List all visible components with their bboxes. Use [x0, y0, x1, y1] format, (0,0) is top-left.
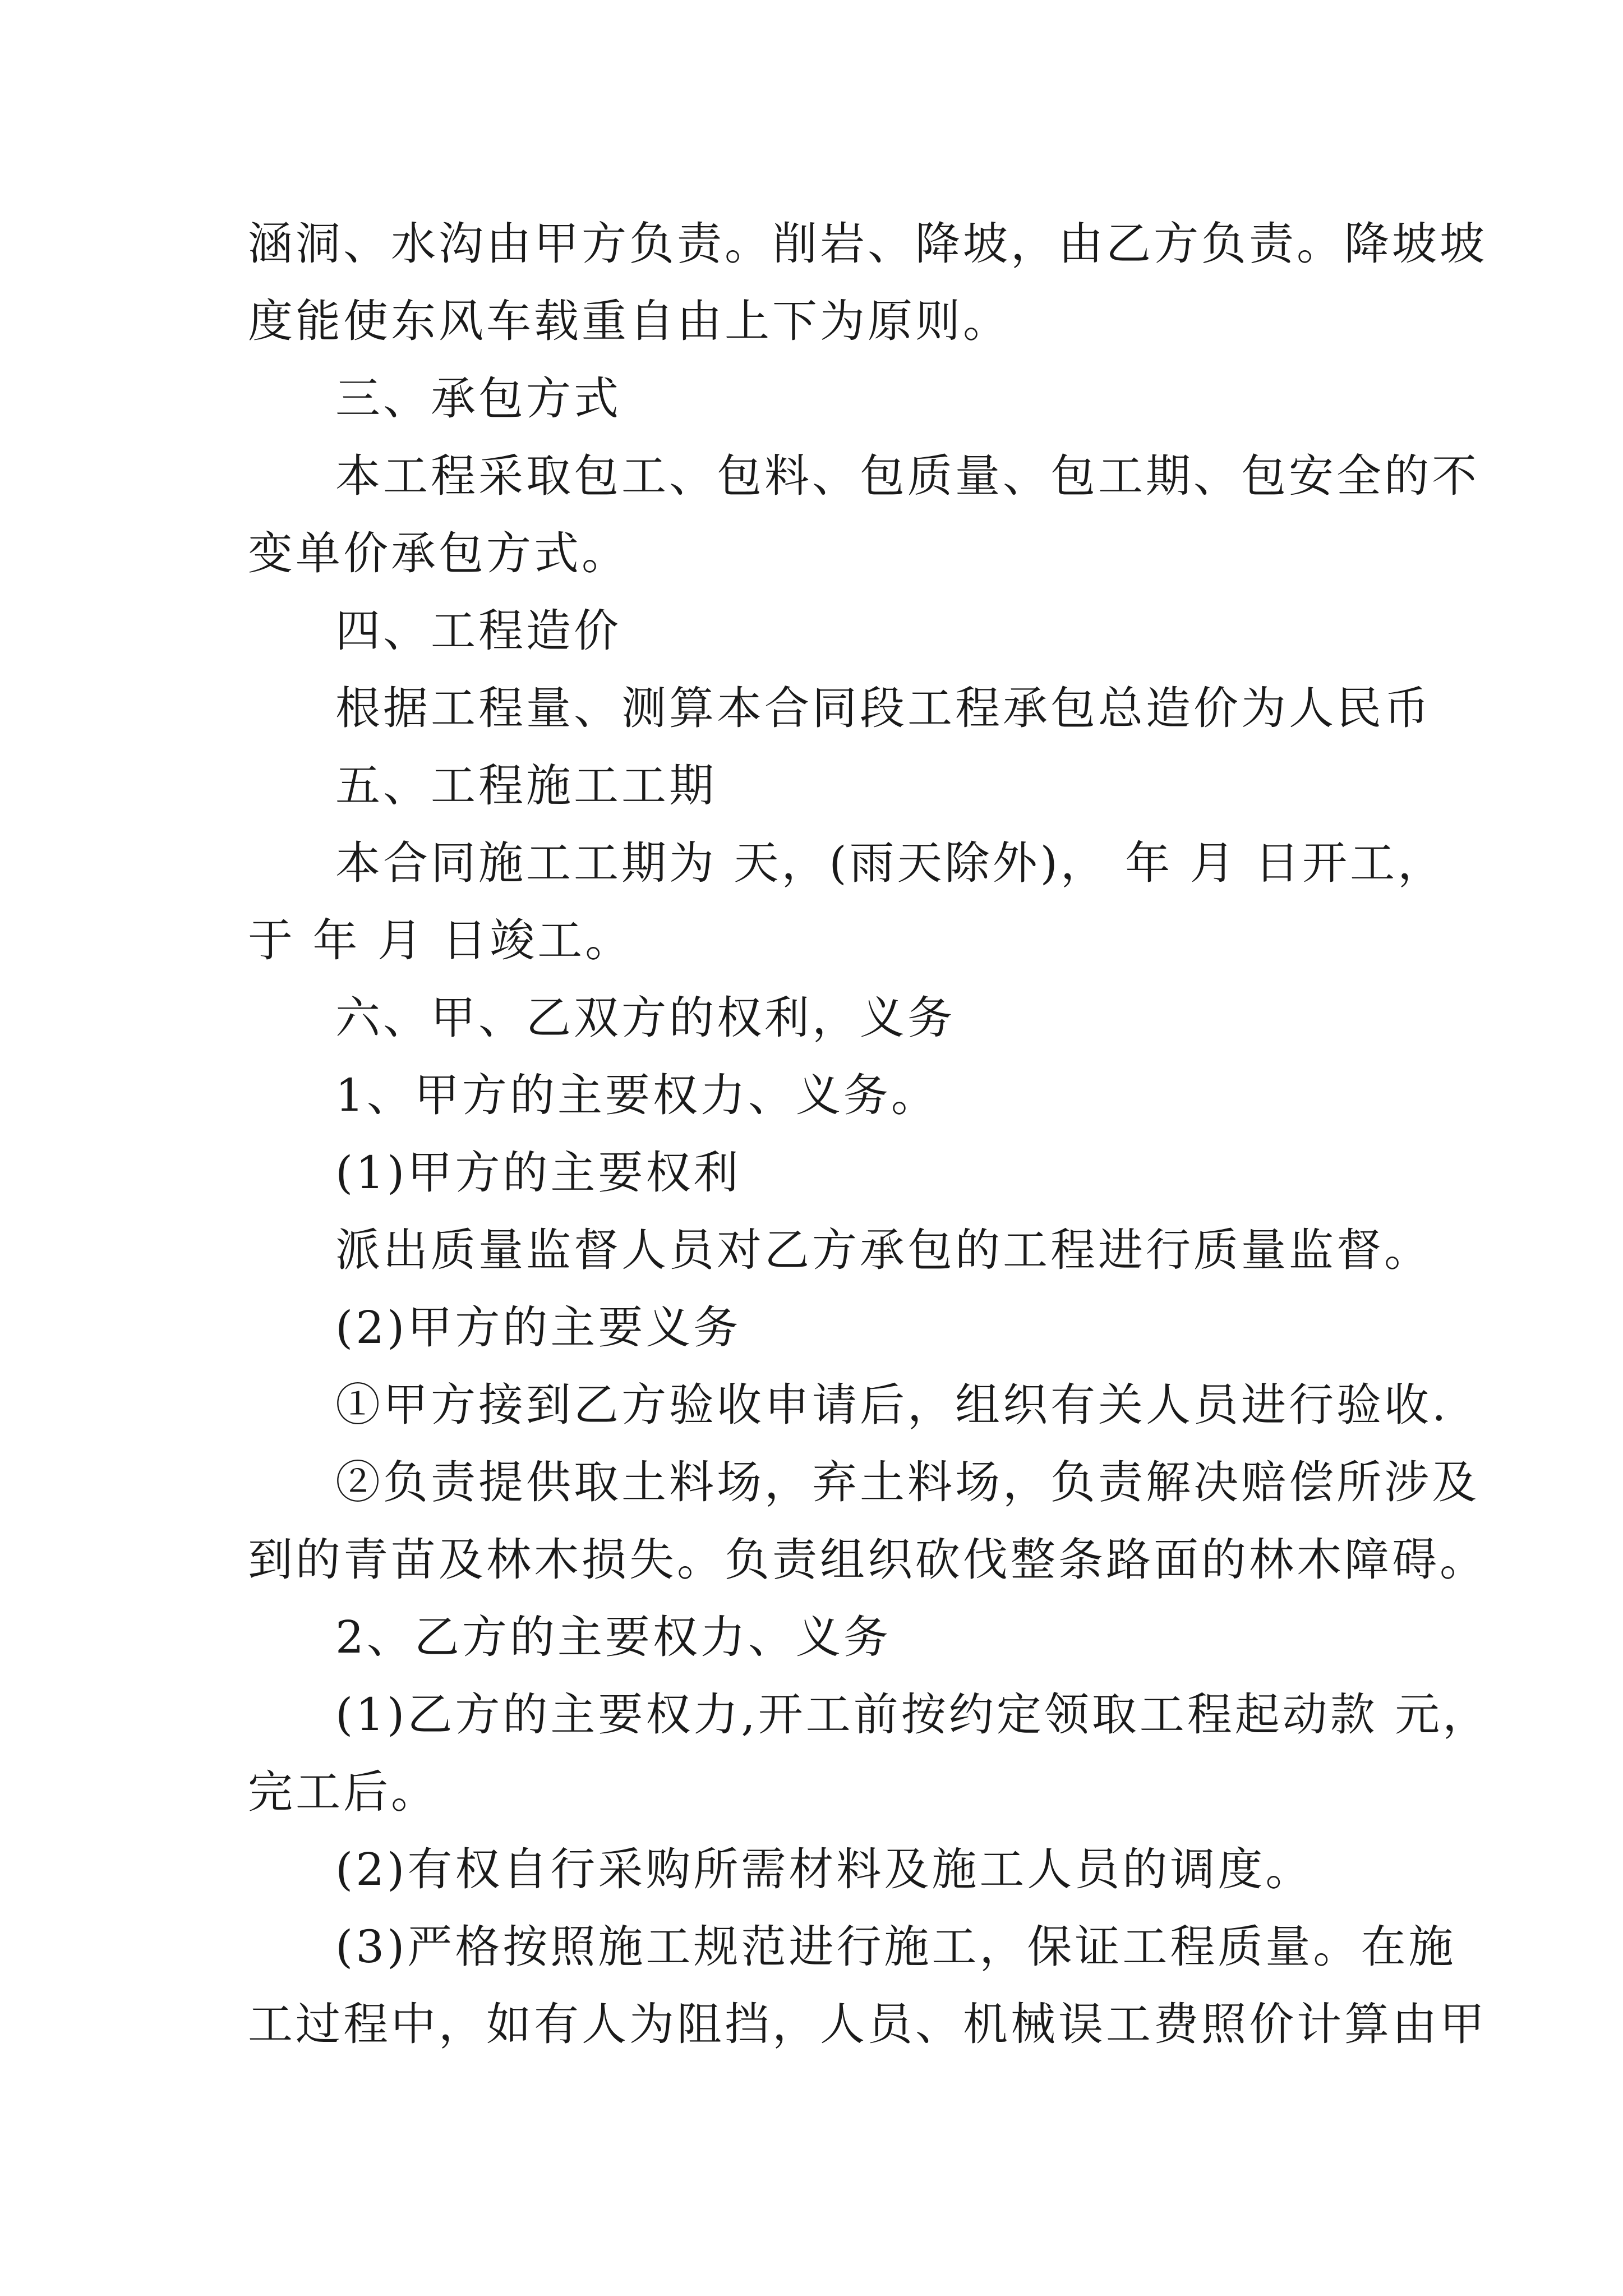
text-line: 变单价承包方式。 [248, 527, 629, 579]
subsection-heading: 2、乙方的主要权力、义务 [335, 1611, 891, 1663]
text-line: 本工程采取包工、包料、包质量、包工期、包安全的不 [335, 450, 1479, 502]
subsection-heading: (1)甲方的主要权利 [335, 1147, 741, 1199]
text-line: 到的青苗及林木损失。负责组织砍伐整条路面的林木障碍。 [248, 1534, 1487, 1586]
text-line: ①甲方接到乙方验收申请后，组织有关人员进行验收. [335, 1379, 1449, 1431]
text-line: (1)乙方的主要权力,开工前按约定领取工程起动款 元， [335, 1688, 1491, 1741]
text-line: 度能使东风车载重自由上下为原则。 [248, 295, 1011, 347]
text-line: 工过程中，如有人为阻挡，人员、机械误工费照价计算由甲 [248, 1998, 1487, 2050]
text-line: (3)严格按照施工规范进行施工，保证工程质量。在施 [335, 1921, 1456, 1973]
section-heading: 六、甲、乙双方的权利，义务 [335, 992, 955, 1044]
text-line: 完工后。 [248, 1766, 439, 1818]
section-heading: 三、承包方式 [335, 372, 621, 425]
text-line: ②负责提供取土料场，弃土料场，负责解决赔偿所涉及 [335, 1456, 1479, 1508]
text-line: 涵洞、水沟由甲方负责。削岩、降坡，由乙方负责。降坡坡 [248, 218, 1487, 270]
section-heading: 四、工程造价 [335, 605, 621, 657]
text-line: (2)有权自行采购所需材料及施工人员的调度。 [335, 1843, 1313, 1895]
text-line: 根据工程量、测算本合同段工程承包总造价为人民币 [335, 682, 1432, 734]
text-line: 于 年 月 日竣工。 [248, 914, 633, 967]
text-line: 派出质量监督人员对乙方承包的工程进行质量监督。 [335, 1224, 1432, 1276]
subsection-heading: (2)甲方的主要义务 [335, 1301, 741, 1354]
text-line: 本合同施工工期为 天，(雨天除外)， 年 月 日开工， [335, 837, 1446, 889]
section-heading: 五、工程施工工期 [335, 760, 717, 812]
subsection-heading: 1、甲方的主要权力、义务。 [335, 1069, 939, 1121]
